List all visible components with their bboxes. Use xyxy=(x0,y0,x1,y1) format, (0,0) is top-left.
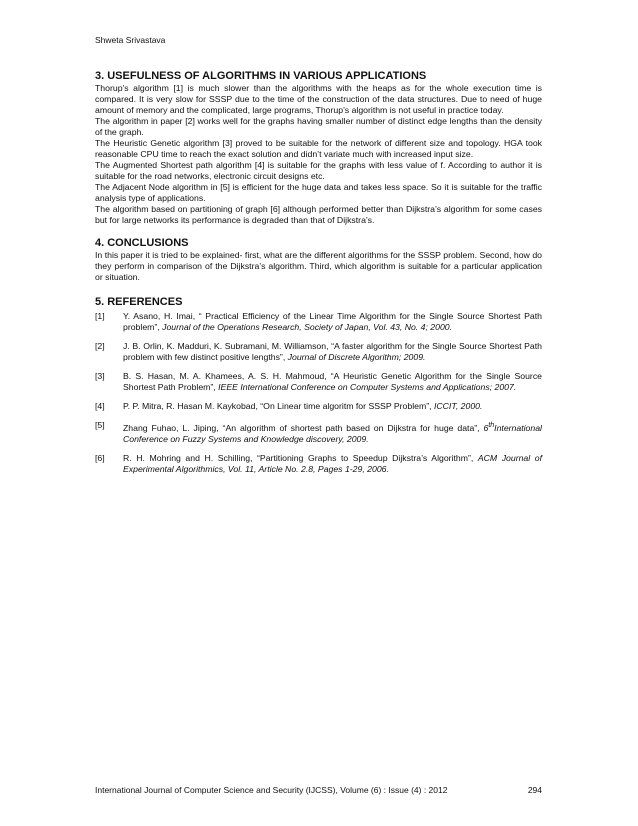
page-number: 294 xyxy=(527,785,542,795)
section-3-title: 3. USEFULNESS OF ALGORITHMS IN VARIOUS APPLICATIONS xyxy=(95,70,427,82)
reference-venue: IEEE International Conference on Computer Systems and Applications; 2007. xyxy=(218,382,517,392)
reference-text xyxy=(123,311,542,333)
reference-text xyxy=(123,453,542,475)
section-5-title: 5. REFERENCES xyxy=(95,296,183,308)
reference-authors-title: R. H. Mohring and H. Schilling, “Partitioning Graphs to Speedup Dijkstra’s Algorithm”, xyxy=(123,452,478,463)
reference-authors-title: Zhang Fuhao, L. Jiping, “An algorithm of shortest path based on Dijkstra for huge data”, xyxy=(123,422,484,433)
section-3-paragraph: The algorithm based on partitioning of graph [6] although performed better than Dijkstra’s algorithm for some cases but for large networks its performance is degraded than that of Dijkstra’s. xyxy=(95,204,542,225)
reference-item xyxy=(95,401,542,412)
reference-authors-title: P. P. Mitra, R. Hasan M. Kaykobad, “On Linear time algoritm for SSSP Problem”, xyxy=(123,401,434,411)
page-footer xyxy=(95,785,542,795)
reference-number: [6] xyxy=(95,452,105,463)
reference-authors-title: Y. Asano, H. Imai, “ Practical Efficiency of the Linear Time Algorithm for the Single Source Shortest Path problem”, xyxy=(123,311,542,332)
reference-text xyxy=(123,341,542,363)
reference-number: [4] xyxy=(95,401,105,411)
section-4-title: 4. CONCLUSIONS xyxy=(95,237,189,249)
reference-authors-title: J. B. Orlin, K. Madduri, K. Subramani, M. Williamson, “A faster algorithm for the Single Source Shortest Path problem with few distinct positive lengths”, xyxy=(123,341,542,362)
reference-venue: Journal of the Operations Research, Society of Japan, Vol. 43, No. 4; 2000. xyxy=(162,322,453,332)
section-3-paragraph: The Augmented Shortest path algorithm [4] is suitable for the graphs with less value of f. According to author it is suitable for the road networks, electronic circuit designs etc. xyxy=(95,160,542,181)
reference-item xyxy=(95,453,542,475)
reference-item xyxy=(95,311,542,333)
page-content xyxy=(95,69,542,475)
reference-venue: ACM Journal of Experimental Algorithmics, Vol. 11, Article No. 2.8, Pages 1-29, 2006. xyxy=(123,452,542,474)
reference-item xyxy=(95,420,542,445)
reference-venue: International Conference on Fuzzy Systems and Knowledge discovery, 2009. xyxy=(123,422,542,444)
section-3-paragraph: The Adjacent Node algorithm in [5] is efficient for the huge data and takes less space. So it is suitable for the traffic analysis type of applications. xyxy=(95,182,542,203)
section-3-paragraph: The Heuristic Genetic algorithm [3] proved to be suitable for the network of different size and topology. HGA took reasonable CPU time to reach the exact solution and didn’t variate much with increased input size. xyxy=(95,138,542,159)
section-3-paragraph: The algorithm in paper [2] works well for the graphs having smaller number of distinct edge lengths than the density of the graph. xyxy=(95,116,542,137)
reference-venue: ICCIT, 2000. xyxy=(433,401,483,411)
reference-authors-title: B. S. Hasan, M. A. Khamees, A. S. H. Mahmoud, “A Heuristic Genetic Algorithm for the Single Source Shortest Path Problem”, xyxy=(123,371,542,392)
reference-ordinal-suffix: th xyxy=(488,422,495,429)
reference-text xyxy=(123,371,542,393)
section-3-paragraph: Thorup’s algorithm [1] is much slower than the algorithms with the heaps as for the whole execution time is compared. It is very slow for SSSP due to the time of the construction of the data structures. Due to need of huge amount of memory and the complicated, large programs, Thorup’s algorithm is not useful in practice today. xyxy=(95,83,542,115)
running-header-author: Shweta Srivastava xyxy=(95,35,166,45)
reference-text xyxy=(123,401,542,412)
reference-number: [3] xyxy=(95,371,105,381)
reference-text xyxy=(123,420,542,445)
reference-ordinal: 6 xyxy=(483,422,489,433)
reference-number: [5] xyxy=(95,420,105,430)
section-4-paragraph: In this paper it is tried to be explained- first, what are the different algorithms for the SSSP problem. Second, how do they perform in comparison of the Dijkstra’s algorithm. Third, which algorithm is suitable for a particular application or situation. xyxy=(95,250,542,282)
reference-number: [1] xyxy=(95,311,105,321)
reference-item xyxy=(95,341,542,363)
reference-list xyxy=(95,311,542,475)
reference-item xyxy=(95,371,542,393)
reference-number: [2] xyxy=(95,341,105,351)
reference-venue: Journal of Discrete Algorithm; 2009. xyxy=(287,352,426,362)
footer-journal: International Journal of Computer Science and Security (IJCSS), Volume (6) : Issue (4) : 2012 xyxy=(95,785,448,795)
